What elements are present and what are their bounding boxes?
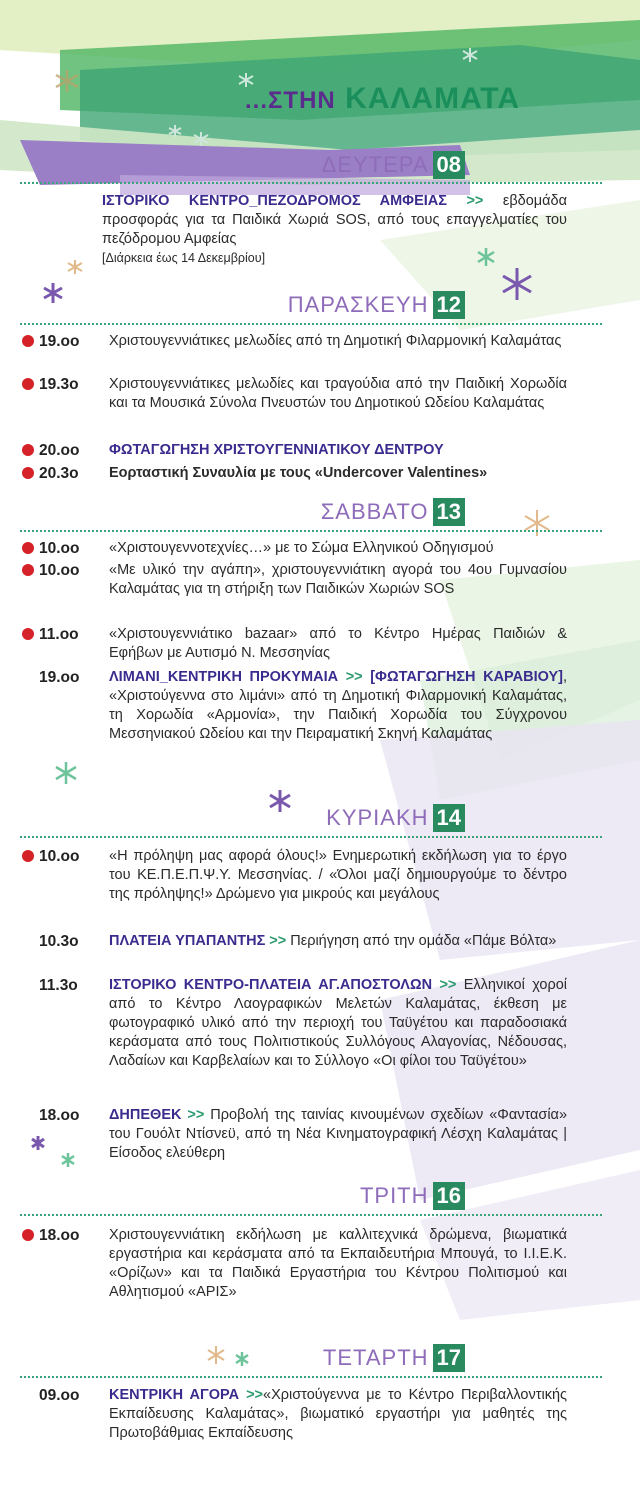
event-text: Χριστουγεννιάτικη εκδήλωση με καλλιτεχνικά δρώμενα, βιωματικά εργαστήρια και κεράσματα από τα Εκπαιδευτήρια Μπουγά, το Ι.Ι.Ε.Κ. «Ορίζων» και τα Παιδικά Εργαστήρια του Κέντρου Πολιτισμού και Αθλητισμού «ΑΡΙΣ» bbox=[109, 1227, 567, 1300]
event-text: ΦΩΤΑΓΩΓΗΣΗ ΧΡΙΣΤΟΥΓΕΝΝΙΑΤΙΚΟΥ ΔΕΝΤΡΟΥ bbox=[109, 442, 444, 458]
bullet-dot-icon bbox=[22, 564, 34, 576]
event-text: «Χριστουγεννοτεχνίες…» με το Σώμα Ελληνικού Οδηγισμού bbox=[109, 540, 494, 556]
event-time: 20.3ο bbox=[39, 465, 79, 482]
event-location: ΛΙΜΑΝΙ_ΚΕΝΤΡΙΚΗ ΠΡΟΚΥΜΑΙΑ bbox=[109, 669, 339, 685]
event-item bbox=[22, 561, 567, 619]
bullet-dot-icon bbox=[22, 850, 34, 862]
event-note: [Διάρκεια έως 14 Δεκεμβρίου] bbox=[102, 251, 266, 265]
event-location: ΙΣΤΟΡΙΚΟ ΚΕΝΤΡΟ_ΠΕΖΟΔΡΟΜΟΣ ΑΜΦΕΙΑΣ bbox=[102, 193, 447, 209]
day-number: 08 bbox=[433, 151, 465, 179]
page-title bbox=[245, 82, 520, 116]
bullet-dot-icon bbox=[22, 542, 34, 554]
arrow-icon: >> bbox=[269, 933, 287, 949]
arrow-icon: >> bbox=[466, 193, 484, 209]
day-number: 13 bbox=[433, 498, 465, 526]
event-time: 19.οο bbox=[39, 333, 80, 350]
bullet-dot-icon bbox=[22, 378, 34, 390]
divider bbox=[20, 836, 602, 838]
event-time: 18.οο bbox=[39, 1107, 80, 1124]
arrow-icon: >> bbox=[246, 1387, 264, 1403]
event-item bbox=[22, 976, 567, 1106]
event-location: ΠΛΑΤΕΙΑ ΥΠΑΠΑΝΤΗΣ bbox=[109, 933, 266, 949]
day-name: ΣΑΒΒΑΤΟ bbox=[320, 499, 429, 524]
bullet-dot-icon bbox=[22, 628, 34, 640]
event-sublocation: [ΦΩΤΑΓΩΓΗΣΗ ΚΑΡΑΒΙΟΥ] bbox=[370, 669, 563, 685]
event-time: 11.οο bbox=[39, 626, 79, 643]
day-name: ΚΥΡΙΑΚΗ bbox=[326, 805, 429, 830]
event-time: 10.οο bbox=[39, 562, 80, 579]
event-location: ΔΗΠΕΘΕΚ bbox=[109, 1107, 182, 1123]
title-prefix: ...ΣΤΗΝ bbox=[245, 87, 336, 114]
event-text: εβδομάδα προσφοράς για τα Παιδικά Χωριά SOS, από τους επαγγελματίες του πεζόδρομου Αμφείας bbox=[102, 193, 567, 247]
event-text: «Χριστούγεννα με το Κέντρο Περιβαλλοντικής Εκπαίδευσης Καλαμάτας», βιωματικό εργαστήρι για μαθητές της Πρωτοβάθμιας Εκπαίδευσης bbox=[109, 1387, 567, 1441]
arrow-icon: >> bbox=[187, 1107, 205, 1123]
bullet-dot-icon bbox=[22, 444, 34, 456]
event-item bbox=[22, 1106, 567, 1166]
bullet-dot-icon bbox=[22, 1229, 34, 1241]
event-item bbox=[22, 332, 567, 372]
day-header-friday bbox=[288, 290, 465, 320]
event-item bbox=[22, 464, 567, 504]
event-text: Περιήγηση από την ομάδα «Πάμε Βόλτα» bbox=[286, 933, 557, 949]
event-text: «Χριστουγεννιάτικο bazaar» από το Κέντρο Ημέρας Παιδιών & Εφήβων με Αυτισμό Ν. Μεσσηνίας bbox=[109, 626, 567, 661]
event-time: 09.οο bbox=[39, 1387, 80, 1404]
event-item bbox=[22, 668, 567, 778]
divider bbox=[20, 182, 602, 184]
divider bbox=[20, 1214, 602, 1216]
event-item bbox=[22, 1226, 567, 1306]
event-text: «Με υλικό την αγάπη», χριστουγεννιάτικη αγορά του 4ου Γυμνασίου Καλαμάτας για τη στήριξη των Παιδικών Χωριών SOS bbox=[109, 562, 567, 597]
event-item bbox=[22, 441, 567, 461]
event-monday bbox=[22, 192, 567, 282]
event-text: Χριστουγεννιάτικες μελωδίες και τραγούδια από την Παιδική Χορωδία και τα Μουσικά Σύνολα Πνευστών του Δημοτικού Ωδείου Καλαμάτας bbox=[109, 376, 567, 411]
event-text: «Η πρόληψη μας αφορά όλους!» Ενημερωτική εκδήλωση για το έργο του ΚΕ.Π.Ε.Π.Ψ.Υ. Μεσσηνίας. / «Όλοι μαζί δημιουργούμε το δέντρο της πρόληψης!» Δρώμενο για μικρούς και μεγάλους bbox=[109, 848, 567, 902]
divider bbox=[20, 323, 602, 325]
event-item bbox=[22, 932, 567, 972]
event-item bbox=[22, 847, 567, 927]
event-text: Εορταστική Συναυλία με τους «Undercover Valentines» bbox=[109, 465, 488, 481]
event-time: 20.οο bbox=[39, 442, 80, 459]
arrow-icon: >> bbox=[345, 669, 363, 685]
divider bbox=[20, 530, 602, 532]
event-text: Χριστουγεννιάτικες μελωδίες από τη Δημοτική Φιλαρμονική Καλαμάτας bbox=[109, 333, 562, 349]
event-time: 19.οο bbox=[39, 669, 80, 686]
bullet-dot-icon bbox=[22, 467, 34, 479]
event-location: ΚΕΝΤΡΙΚΗ ΑΓΟΡΑ bbox=[109, 1387, 240, 1403]
day-name: ΤΡΙΤΗ bbox=[359, 1183, 429, 1208]
day-number: 14 bbox=[433, 804, 465, 832]
arrow-icon: >> bbox=[439, 977, 457, 993]
day-header-saturday bbox=[321, 497, 465, 527]
day-header-wednesday bbox=[323, 1343, 465, 1373]
day-name: ΠΑΡΑΣΚΕΥΗ bbox=[287, 292, 429, 317]
day-name: ΔΕΥΤΕΡΑ bbox=[321, 152, 429, 177]
day-header-sunday bbox=[326, 803, 465, 833]
day-header-monday bbox=[322, 150, 465, 180]
event-text: , «Χριστούγεννα στο λιμάνι» από τη Δημοτική Φιλαρμονική Καλαμάτας, τη Χορωδία «Αρμονία», την Παιδική Χορωδία του Σύγχρονου Μεσσηνιακού Ωδείου και την Πειραματική Σκηνή Καλαμάτας bbox=[109, 669, 568, 742]
event-time: 10.οο bbox=[39, 540, 80, 557]
event-location: ΙΣΤΟΡΙΚΟ ΚΕΝΤΡΟ-ΠΛΑΤΕΙΑ ΑΓ.ΑΠΟΣΤΟΛΩΝ bbox=[109, 977, 433, 993]
event-text: Ελληνικοί χοροί από το Κέντρο Λαογραφικών Μελετών Καλαμάτας, έκθεση με φωτογραφικό υλικό από την περιοχή του Ταϋγέτου και παραδοσιακά κεράσματα από τους Πολιτιστικούς Συλλόγους Αλαγονίας, Νέδουσας, Λαδαίων και Καρβελαίων και το Σύλλογο «Οι φίλοι του Ταϋγέτου» bbox=[109, 977, 568, 1069]
title-city: ΚΑΛΑΜΑΤΑ bbox=[345, 82, 521, 115]
event-time: 10.οο bbox=[39, 848, 80, 865]
event-item bbox=[22, 539, 567, 559]
divider bbox=[20, 1376, 602, 1378]
event-time: 11.3ο bbox=[39, 977, 78, 994]
day-number: 16 bbox=[433, 1182, 465, 1210]
day-number: 17 bbox=[433, 1344, 465, 1372]
day-number: 12 bbox=[433, 291, 465, 319]
event-time: 19.3ο bbox=[39, 376, 79, 393]
event-item bbox=[22, 375, 567, 433]
event-item bbox=[22, 1386, 567, 1446]
bullet-dot-icon bbox=[22, 335, 34, 347]
event-item bbox=[22, 625, 567, 665]
event-time: 18.οο bbox=[39, 1227, 80, 1244]
event-text: Προβολή της ταινίας κινουμένων σχεδίων «Φαντασία» του Γουόλτ Ντίσνεϋ, από τη Νέα Κινηματογραφική Λέσχη Καλαμάτας | Είσοδος ελεύθερη bbox=[109, 1107, 568, 1161]
day-name: ΤΕΤΑΡΤΗ bbox=[322, 1345, 429, 1370]
event-time: 10.3ο bbox=[39, 933, 79, 950]
day-header-tuesday bbox=[360, 1181, 465, 1211]
